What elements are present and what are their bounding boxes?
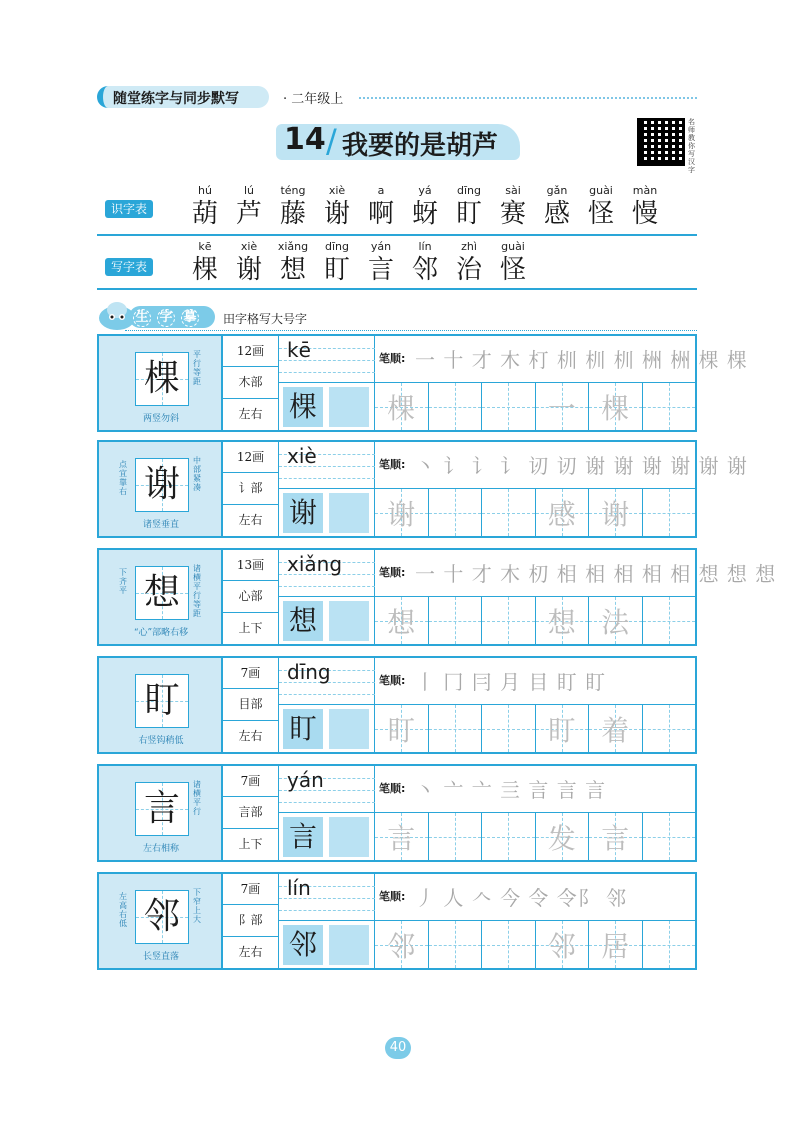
writing-tip: 诸竖垂直: [142, 520, 179, 530]
highlight-char: 棵: [283, 387, 323, 427]
lesson-title: [276, 120, 520, 160]
pinyin-box: [279, 874, 375, 921]
qr-caption: 名师教你写汉字: [688, 118, 695, 174]
trace-char: 盯: [547, 714, 576, 747]
radical: 心部: [223, 581, 278, 612]
model-char-box: [135, 782, 189, 836]
stroke-order: [375, 336, 748, 383]
stroke-label: 笔顺:: [379, 674, 406, 687]
hanzi: 葫: [191, 199, 218, 229]
model-char: 棵: [143, 358, 180, 399]
highlight-box: [279, 597, 375, 644]
structure: 左右: [238, 512, 263, 527]
stroke-count: 7画: [223, 874, 278, 905]
trace-char: 法: [601, 606, 630, 639]
hanzi: 芦: [235, 199, 262, 229]
page-header: [97, 86, 697, 108]
char-cell: [491, 184, 535, 230]
stroke-count: 13画: [223, 550, 278, 581]
trace-char: 着: [601, 714, 630, 747]
shizi-chars: [183, 184, 667, 230]
highlight-blank: [329, 493, 369, 533]
pinyin: xiǎng: [277, 240, 309, 253]
hanzi: 赛: [499, 199, 526, 229]
writing-cell[interactable]: [589, 705, 643, 752]
trace-char: 想: [547, 606, 576, 639]
guide-line: [279, 372, 375, 373]
tip-left: 点宜靠右: [119, 460, 127, 496]
writing-cell[interactable]: [589, 813, 643, 860]
tip-left: 下齐平: [119, 568, 127, 595]
highlight-char: 言: [283, 817, 323, 857]
trace-char: 发: [547, 822, 576, 855]
char-info: [223, 766, 279, 860]
stroke-order: [375, 550, 777, 597]
practice-grid: [375, 383, 695, 430]
writing-cell[interactable]: [375, 489, 429, 536]
model-panel: [99, 336, 223, 430]
writing-cell[interactable]: [643, 489, 696, 536]
hanzi: 邻: [411, 255, 438, 285]
writing-cell[interactable]: [536, 813, 590, 860]
trace-char: 谢: [601, 498, 630, 531]
practice-row: [97, 440, 748, 538]
stroke-sequence: 丿 人 𠆢 今 令 令阝 邻: [415, 886, 628, 910]
hanzi: 慢: [631, 199, 658, 229]
writing-tip: “心”部略右移: [133, 628, 189, 638]
practice-row: [97, 334, 748, 432]
char-info: [223, 442, 279, 536]
highlight-box: [279, 921, 375, 968]
writing-cell[interactable]: [643, 813, 696, 860]
pinyin: sài: [505, 184, 521, 197]
pill-char: 生: [133, 309, 151, 327]
pinyin: dīng: [287, 660, 331, 684]
char-cell: [491, 240, 535, 286]
model-char-box: [135, 890, 189, 944]
structure: 上下: [238, 620, 263, 635]
stroke-label: 笔顺:: [379, 782, 406, 795]
tip-right: 平行等距: [193, 350, 201, 386]
hanzi: 感: [543, 199, 570, 229]
model-panel: [99, 874, 223, 968]
page-number: 40: [385, 1037, 411, 1059]
writing-cell[interactable]: [536, 383, 590, 430]
char-cell: [271, 240, 315, 286]
grade-label: · 二年级上: [283, 92, 344, 107]
model-panel: [99, 658, 223, 752]
radical: 言部: [223, 797, 278, 828]
hanzi: 盯: [455, 199, 482, 229]
model-panel: [99, 766, 223, 860]
hanzi: 言: [367, 255, 394, 285]
writing-cell[interactable]: [536, 705, 590, 752]
trace-char: 言: [601, 822, 630, 855]
hanzi: 谢: [323, 199, 350, 229]
guide-line: [279, 802, 375, 803]
pinyin: hú: [198, 184, 212, 197]
pinyin: màn: [632, 184, 658, 197]
char-cell: [183, 240, 227, 286]
xiezi-divider: [97, 288, 697, 290]
model-char: 邻: [143, 896, 180, 937]
practice-row: [97, 656, 697, 754]
char-info: [223, 550, 279, 644]
model-char: 盯: [143, 680, 180, 721]
writing-cell[interactable]: [375, 705, 429, 752]
practice-grid: [375, 705, 695, 752]
trace-char: 棵: [601, 392, 630, 425]
shizi-table: [97, 184, 697, 236]
practice-row: [97, 872, 697, 970]
book-title-tab: [97, 86, 269, 108]
highlight-blank: [329, 817, 369, 857]
pinyin: yán: [287, 768, 324, 792]
model-char: 言: [143, 788, 180, 829]
writing-cell[interactable]: [429, 489, 483, 536]
radical: 木部: [223, 367, 278, 398]
radical: 阝部: [223, 905, 278, 936]
writing-cell[interactable]: [429, 383, 483, 430]
pinyin-box: [279, 658, 375, 705]
char-cell: [535, 184, 579, 230]
xiezi-label: 写字表: [105, 258, 153, 276]
stroke-count: 7画: [223, 658, 278, 689]
practice-grid: [375, 921, 695, 968]
header-divider: [359, 97, 697, 99]
char-cell: [315, 184, 359, 230]
char-cell: [315, 240, 359, 286]
stroke-order: [375, 442, 748, 489]
pinyin: dīng: [325, 240, 349, 253]
stroke-order: [375, 658, 695, 705]
highlight-blank: [329, 601, 369, 641]
pinyin: téng: [280, 184, 306, 197]
xiezi-chars: [183, 240, 535, 286]
practice-grid: [375, 597, 695, 644]
char-cell: [447, 240, 491, 286]
pinyin: xiè: [328, 184, 346, 197]
tip-right: 下窄上大: [193, 888, 201, 924]
stroke-sequence: 丨 冂 冃 月 目 盯 盯: [415, 670, 607, 694]
writing-tip: 左右相称: [142, 844, 179, 854]
title-slash: /: [326, 122, 337, 160]
section-header: [97, 300, 697, 330]
hanzi: 怪: [587, 199, 614, 229]
model-panel: [99, 550, 223, 644]
pinyin: lín: [418, 240, 432, 253]
stroke-label: 笔顺:: [379, 352, 406, 365]
highlight-char: 谢: [283, 493, 323, 533]
trace-char: 感: [547, 498, 576, 531]
pinyin: xiè: [240, 240, 258, 253]
radical: 讠部: [223, 473, 278, 504]
pinyin-box: [279, 550, 375, 597]
highlight-box: [279, 383, 375, 430]
stroke-label: 笔顺:: [379, 890, 406, 903]
writing-cell[interactable]: [643, 705, 696, 752]
section-pill: [129, 306, 215, 328]
structure: 上下: [238, 836, 263, 851]
tip-left: 左高右低: [119, 892, 127, 928]
writing-cell[interactable]: [589, 921, 643, 968]
pinyin: lín: [287, 876, 311, 900]
char-info: [223, 874, 279, 968]
lesson-number: 14: [284, 122, 326, 157]
pill-char: 摹: [181, 309, 199, 327]
pinyin: kē: [198, 240, 212, 253]
pinyin: yá: [418, 184, 432, 197]
highlight-blank: [329, 387, 369, 427]
hanzi: 藤: [279, 199, 306, 229]
writing-cell[interactable]: [482, 705, 536, 752]
writing-cell[interactable]: [375, 813, 429, 860]
trace-char: 棵: [387, 392, 416, 425]
char-cell: [227, 240, 271, 286]
hanzi: 怪: [499, 255, 526, 285]
pinyin: xiǎng: [287, 552, 343, 576]
pinyin: a: [377, 184, 385, 197]
trace-char: 邻: [387, 930, 416, 963]
pinyin: zhì: [461, 240, 477, 253]
tip-right: 诸横平行等距: [193, 564, 201, 618]
pinyin: kē: [287, 338, 311, 362]
practice-row: [97, 764, 697, 862]
hanzi: 棵: [191, 255, 218, 285]
writing-cell[interactable]: [375, 597, 429, 644]
guide-line: [279, 694, 375, 695]
pinyin: yán: [370, 240, 392, 253]
guide-line: [279, 910, 375, 911]
model-char: 谢: [143, 464, 180, 505]
char-cell: [403, 184, 447, 230]
trace-char: 言: [387, 822, 416, 855]
highlight-box: [279, 705, 375, 752]
writing-cell[interactable]: [482, 383, 536, 430]
char-info: [223, 658, 279, 752]
radical: 目部: [223, 689, 278, 720]
stroke-sequence: 丶 讠 讠 讠 讱 讱 谢 谢 谢 谢 谢 谢: [415, 454, 748, 478]
writing-cell[interactable]: [429, 705, 483, 752]
pill-char: 字: [157, 309, 175, 327]
char-cell: [183, 184, 227, 230]
model-char: 想: [143, 572, 180, 613]
trace-char: 一: [547, 392, 576, 425]
pinyin-box: [279, 766, 375, 813]
highlight-char: 邻: [283, 925, 323, 965]
char-cell: [359, 184, 403, 230]
writing-cell[interactable]: [482, 813, 536, 860]
writing-cell[interactable]: [482, 597, 536, 644]
qr-code: [637, 118, 685, 166]
char-cell: [623, 184, 667, 230]
writing-tip: 右竖钩稍低: [138, 736, 184, 746]
practice-grid: [375, 813, 695, 860]
writing-cell[interactable]: [429, 813, 483, 860]
writing-cell[interactable]: [536, 597, 590, 644]
stroke-order: [375, 874, 695, 921]
pinyin: xiè: [287, 444, 317, 468]
practice-row: [97, 548, 777, 646]
section-divider: [125, 330, 697, 331]
hanzi: 治: [455, 255, 482, 285]
structure: 左右: [238, 944, 263, 959]
trace-char: 盯: [387, 714, 416, 747]
pinyin-box: [279, 442, 375, 489]
writing-cell[interactable]: [589, 489, 643, 536]
lesson-name: 我要的是胡芦: [342, 131, 499, 161]
pinyin: lú: [243, 184, 255, 197]
writing-cell[interactable]: [482, 921, 536, 968]
model-char-box: [135, 566, 189, 620]
highlight-box: [279, 489, 375, 536]
xiezi-table: [97, 240, 697, 292]
writing-cell[interactable]: [643, 383, 696, 430]
char-info: [223, 336, 279, 430]
pinyin-box: [279, 336, 375, 383]
shizi-divider: [97, 234, 697, 236]
writing-tip: 长竖直落: [142, 952, 179, 962]
structure: 左右: [238, 728, 263, 743]
hanzi: 谢: [235, 255, 262, 285]
highlight-blank: [329, 925, 369, 965]
writing-tip: 两竖勿斜: [142, 414, 179, 424]
stroke-sequence: 一 十 才 木 朷 相 相 相 相 相 想 想 想: [415, 562, 777, 586]
pinyin: dīng: [457, 184, 481, 197]
char-cell: [227, 184, 271, 230]
model-panel: [99, 442, 223, 536]
char-cell: [403, 240, 447, 286]
book-title: 随堂练字与同步默写: [113, 91, 239, 107]
trace-char: 谢: [387, 498, 416, 531]
char-cell: [359, 240, 403, 286]
writing-cell[interactable]: [589, 597, 643, 644]
highlight-char: 盯: [283, 709, 323, 749]
writing-cell[interactable]: [429, 921, 483, 968]
hanzi: 啊: [367, 199, 394, 229]
highlight-blank: [329, 709, 369, 749]
pinyin: gǎn: [546, 184, 568, 197]
tip-right: 诸横平行: [193, 780, 201, 816]
writing-cell[interactable]: [536, 489, 590, 536]
hanzi: 盯: [323, 255, 350, 285]
writing-cell[interactable]: [643, 921, 696, 968]
guide-line: [279, 478, 375, 479]
char-cell: [579, 184, 623, 230]
highlight-box: [279, 813, 375, 860]
structure: 左右: [238, 406, 263, 421]
stroke-sequence: 丶 亠 亠 亖 言 言 言: [415, 778, 607, 802]
char-cell: [271, 184, 315, 230]
guide-line: [279, 586, 375, 587]
pinyin: guài: [501, 240, 525, 253]
stroke-count: 7画: [223, 766, 278, 797]
stroke-sequence: 一 十 才 木 朾 杊 杊 杊 栦 栦 棵 棵: [415, 348, 748, 372]
writing-cell[interactable]: [643, 597, 696, 644]
stroke-label: 笔顺:: [379, 566, 406, 579]
model-char-box: [135, 458, 189, 512]
model-char-box: [135, 352, 189, 406]
pinyin: guài: [589, 184, 613, 197]
model-char-box: [135, 674, 189, 728]
tip-right: 中部紧凑: [193, 456, 201, 492]
writing-cell[interactable]: [482, 489, 536, 536]
writing-cell[interactable]: [375, 383, 429, 430]
stroke-count: 12画: [223, 442, 278, 473]
writing-cell[interactable]: [589, 383, 643, 430]
writing-cell[interactable]: [375, 921, 429, 968]
writing-cell[interactable]: [429, 597, 483, 644]
section-subtitle: 田字格写大号字: [223, 312, 308, 326]
char-cell: [447, 184, 491, 230]
practice-grid: [375, 489, 695, 536]
stroke-label: 笔顺:: [379, 458, 406, 471]
hanzi: 蚜: [411, 199, 438, 229]
stroke-count: 12画: [223, 336, 278, 367]
trace-char: 居: [601, 930, 630, 963]
highlight-char: 想: [283, 601, 323, 641]
writing-cell[interactable]: [536, 921, 590, 968]
stroke-order: [375, 766, 695, 813]
trace-char: 想: [387, 606, 416, 639]
hanzi: 想: [279, 255, 306, 285]
trace-char: 邻: [547, 930, 576, 963]
shizi-label: 识字表: [105, 200, 153, 218]
